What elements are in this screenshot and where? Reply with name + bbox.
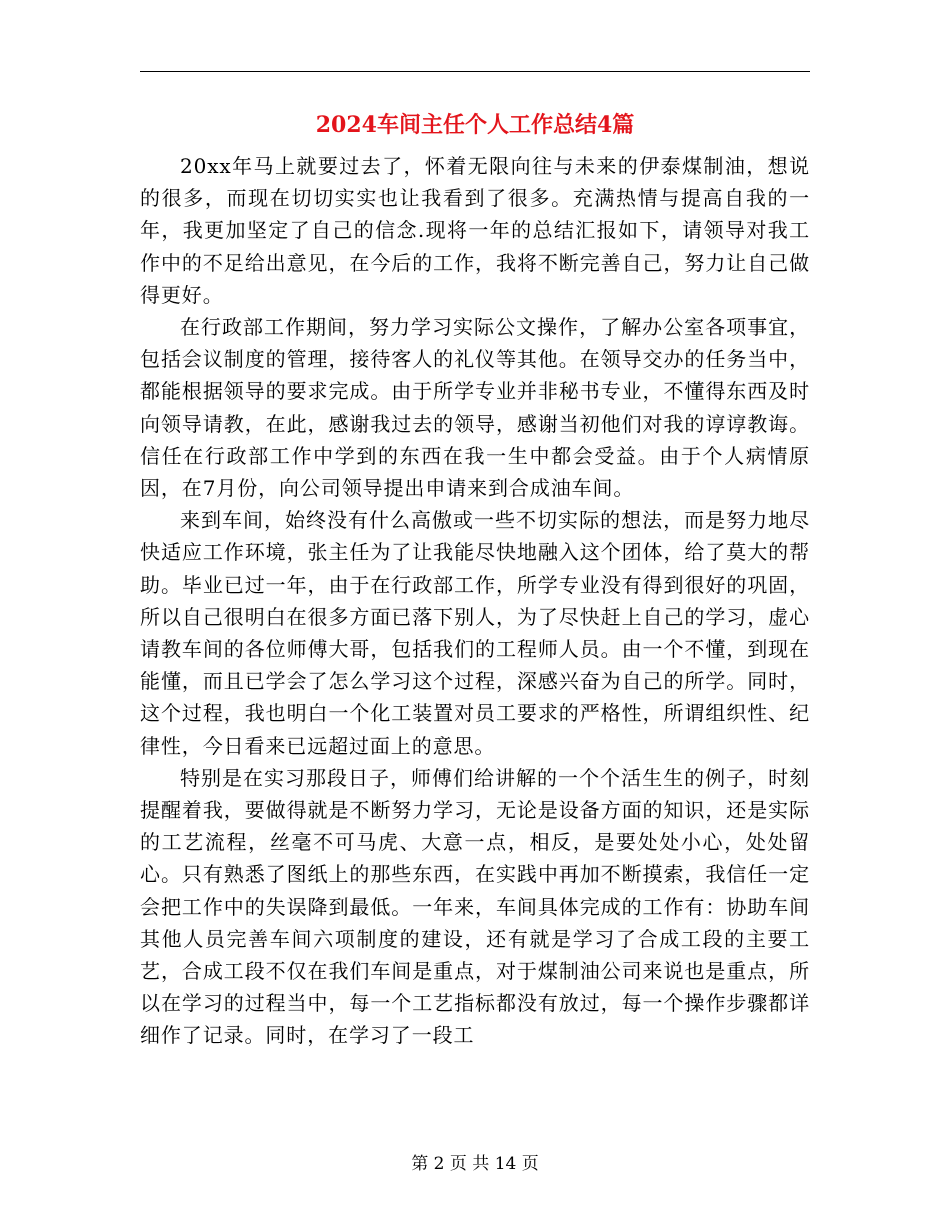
paragraph-admin-department: 在行政部工作期间，努力学习实际公文操作，了解办公室各项事宜，包括会议制度的管理，接待客人的礼仪等其他。在领导交办的任务当中，都能根据领导的要求完成。由于所学专业并非秘书专业，不懂得东西及时向领导请教，在此，感谢我过去的领导，感谢当初他们对我的谆谆教诲。信任在行政部工作中学到的东西在我一生中都会受益。由于个人病情原因，在7月份，向公司领导提出申请来到合成油车间。: [140, 315, 810, 501]
document-title: 2024车间主任个人工作总结4篇: [315, 112, 635, 138]
document-body: [140, 150, 810, 1052]
header-rule: [140, 71, 810, 72]
paragraph-internship: 特别是在实习那段日子，师傅们给讲解的一个个活生生的例子，时刻提醒着我，要做得就是不断努力学习，无论是设备方面的知识，还是实际的工艺流程，丝毫不可马虎、大意一点，相反，是要处处小心，处处留心。只有熟悉了图纸上的那些东西，在实践中再加不断摸索，我信任一定会把工作中的失误降到最低。一年来，车间具体完成的工作有：协助车间其他人员完善车间六项制度的建设，还有就是学习了合成工段的主要工艺，合成工段不仅在我们车间是重点，对于煤制油公司来说也是重点，所以在学习的过程当中，每一个工艺指标都没有放过，每一个操作步骤都详细作了记录。同时，在学习了一段工: [140, 765, 810, 1048]
page-number-footer: 第 2 页 共 14 页: [411, 1154, 539, 1174]
paragraph-intro: 20xx年马上就要过去了，怀着无限向往与未来的伊泰煤制油，想说的很多，而现在切切实实也让我看到了很多。充满热情与提高自我的一年，我更加坚定了自己的信念.现将一年的总结汇报如下，请领导对我工作中的不足给出意见，在今后的工作，我将不断完善自己，努力让自己做得更好。: [140, 154, 810, 307]
paragraph-workshop-arrival: 来到车间，始终没有什么高傲或一些不切实际的想法，而是努力地尽快适应工作环境，张主任为了让我能尽快地融入这个团体，给了莫大的帮助。毕业已过一年，由于在行政部工作，所学专业没有得到很好的巩固，所以自己很明白在很多方面已落下别人，为了尽快赶上自己的学习，虚心请教车间的各位师傅大哥，包括我们的工程师人员。由一个不懂，到现在能懂，而且已学会了怎么学习这个过程，深感兴奋为自己的所学。同时，这个过程，我也明白一个化工装置对员工要求的严格性，所谓组织性、纪律性，今日看来已远超过面上的意思。: [140, 508, 810, 758]
